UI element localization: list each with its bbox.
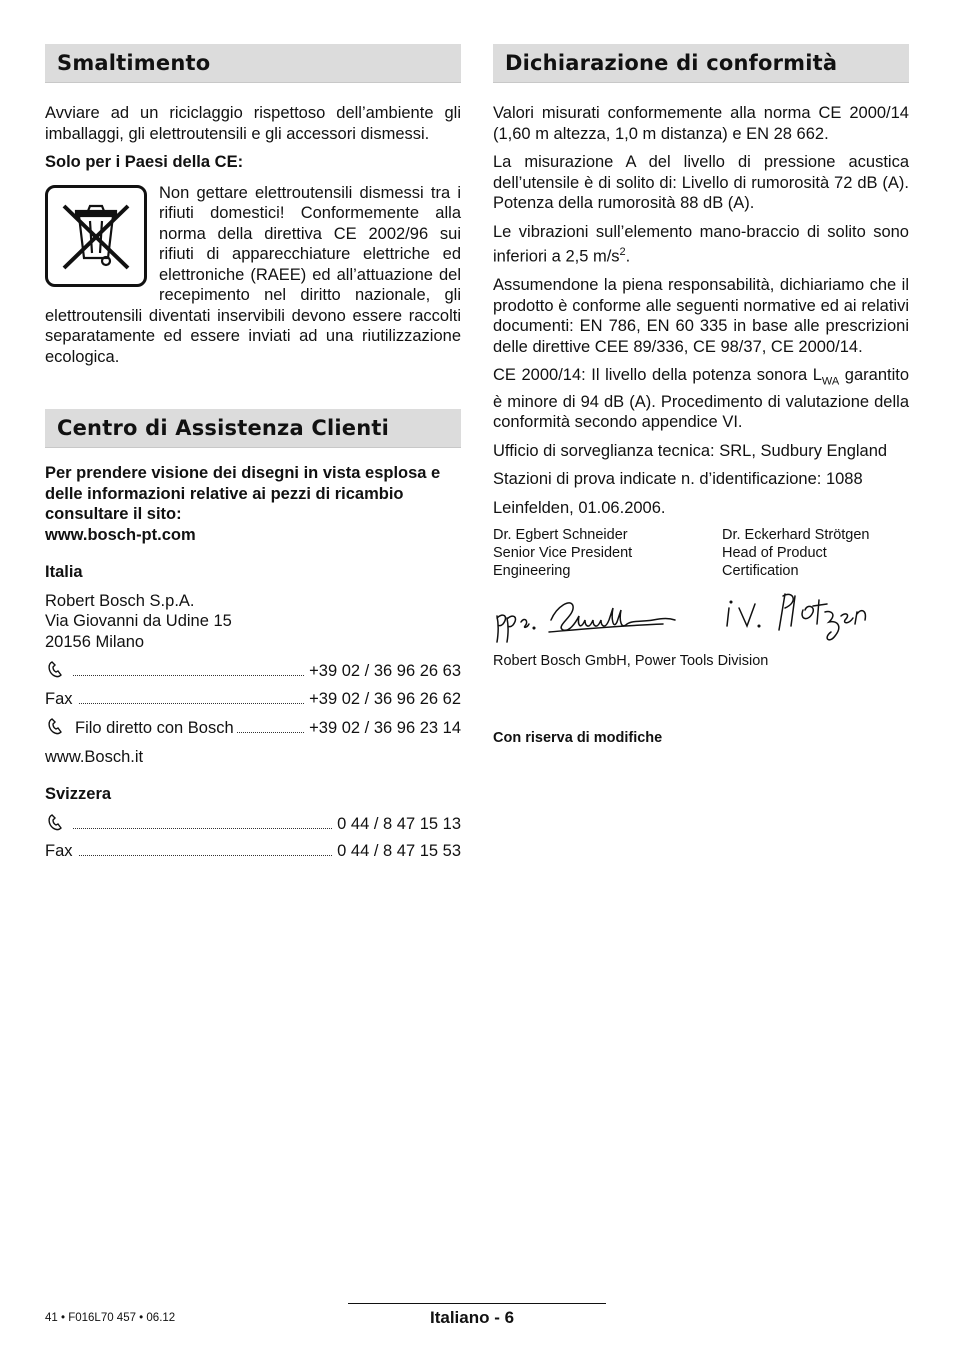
leader-dots [73, 827, 332, 829]
conformity-p4: Assumendone la piena responsabilità, dichiariamo che il prodotto è conforme alle seguenti normative ed ai relativi documenti: EN 786, EN 60 335 in base alle prescrizioni delle direttive CEE 89/336, CE 98/37, CE 2000/14. [493, 276, 909, 356]
weee-crossed-bin-icon [45, 185, 147, 287]
weee-block [45, 183, 461, 368]
ce-countries-label: Solo per i Paesi della CE: [45, 153, 244, 171]
fax-label: Fax [45, 689, 73, 708]
weee-text: Non gettare elettroutensili dismessi tra i rifiuti domestici! Conformemente alla norma della direttiva CE 2002/96 sui rifiuti di apparecchiature elettriche ed elettroniche (RAEE) ed all’attuazione del recepimento nel diritto nazionale, gli elettroutensili diventati inservibili devono essere raccolti separatamente ed essere inviati ad una riutilizzazione ecologica. [45, 183, 461, 366]
spare-parts-url[interactable]: www.bosch-pt.com [45, 525, 196, 544]
conformity-p5 [493, 365, 909, 433]
right-column [493, 44, 909, 749]
italia-phone-line [45, 659, 461, 682]
reserve-note: Con riserva di modifiche [493, 730, 663, 747]
company-line: Robert Bosch GmbH, Power Tools Division [493, 653, 769, 670]
signer-1-title: Senior Vice President [493, 545, 633, 562]
italia-direct[interactable]: +39 02 / 36 96 23 14 [309, 719, 461, 737]
italia-street: Via Giovanni da Udine 15 [45, 612, 232, 630]
italia-city: 20156 Milano [45, 632, 145, 651]
signer-2-title2: Certification [722, 563, 799, 580]
place-date: Leinfelden, 01.06.2006. [493, 498, 666, 517]
section-title: Centro di Assistenza Clienti [57, 416, 390, 440]
conformity-p2: La misurazione A del livello di pressione acustica dell’utensile è di solito di: Livello di rumorosità 72 dB (A). Potenza della rumorosità 88 dB (A). [493, 153, 909, 212]
italia-fax-line [45, 689, 461, 710]
italia-phone[interactable]: +39 02 / 36 96 26 63 [309, 662, 461, 680]
italia-web[interactable]: www.Bosch.it [45, 747, 144, 766]
fax-label: Fax [45, 842, 73, 860]
p5-text: CE 2000/14: Il livello della potenza sonora L [493, 366, 822, 384]
italia-company: Robert Bosch S.p.A. [45, 591, 195, 610]
phone-icon [45, 716, 67, 739]
italia-heading: Italia [45, 563, 83, 581]
phone-icon [45, 812, 67, 835]
section-header-smaltimento [45, 44, 461, 83]
signature-row [493, 586, 909, 644]
p5-sub: WA [821, 375, 840, 388]
leader-dots [79, 854, 333, 856]
conformity-p1: Valori misurati conformemente alla norma CE 2000/14 (1,60 m altezza, 1,0 m distanza) e EN 28 662. [493, 104, 909, 143]
footer-code: 41 • F016L70 457 • 06.12 [45, 1312, 176, 1324]
conformity-p7: Stazioni di prova indicate n. d’identificazione: 1088 [493, 470, 863, 489]
p5-end: garantito è minore di 94 dB (A). Procedimento di valutazione della conformità secondo appendice VI. [493, 366, 910, 432]
italia-direct-line [45, 716, 461, 739]
svizzera-phone[interactable]: 0 44 / 8 47 15 13 [337, 814, 461, 833]
disposal-intro: Avviare ad un riciclaggio rispettoso dell’ambiente gli imballaggi, gli elettroutensili e gli accessori dismessi. [45, 104, 461, 143]
conformity-p3 [493, 222, 909, 268]
signature-2 [719, 586, 909, 644]
p3-end: . [625, 247, 631, 266]
signature-1 [493, 586, 719, 644]
svizzera-fax: 0 44 / 8 47 15 53 [337, 842, 461, 860]
section-header-assistenza [45, 409, 461, 448]
page-number: Italiano - 6 [430, 1308, 515, 1327]
left-column [45, 44, 461, 862]
signer-2-name: Dr. Eckerhard Strötgen [722, 527, 870, 544]
italia-fax: +39 02 / 36 96 26 62 [309, 689, 461, 708]
leader-dots [73, 674, 304, 676]
leader-dots [79, 702, 305, 704]
signer-1-name: Dr. Egbert Schneider [493, 527, 628, 544]
phone-icon [45, 659, 67, 682]
section-title: Dichiarazione di conformità [505, 51, 838, 75]
signer-1-title2: Engineering [493, 563, 571, 580]
spare-parts-info: Per prendere visione dei disegni in vista esplosa e delle informazioni relative ai pezzi di ricambio consultare il sito: [45, 464, 441, 523]
footer-divider [348, 1303, 606, 1304]
direct-label: Filo diretto con Bosch [75, 719, 234, 737]
svizzera-heading: Svizzera [45, 785, 112, 803]
p3-sup: 2 [619, 246, 626, 258]
p3-text: Le vibrazioni sull’elemento mano-braccio di solito sono inferiori a 2,5 m/s [493, 222, 909, 266]
leader-dots [237, 731, 304, 733]
signer-2-title: Head of Product [722, 545, 827, 562]
svizzera-fax-line [45, 841, 461, 862]
svizzera-phone-line [45, 812, 461, 835]
conformity-p6: Ufficio di sorveglianza tecnica: SRL, Sudbury England [493, 441, 888, 460]
signer-1 [493, 526, 722, 580]
signer-2 [722, 526, 909, 580]
signers [493, 526, 909, 580]
section-header-conformita [493, 44, 909, 83]
section-title: Smaltimento [57, 51, 211, 75]
